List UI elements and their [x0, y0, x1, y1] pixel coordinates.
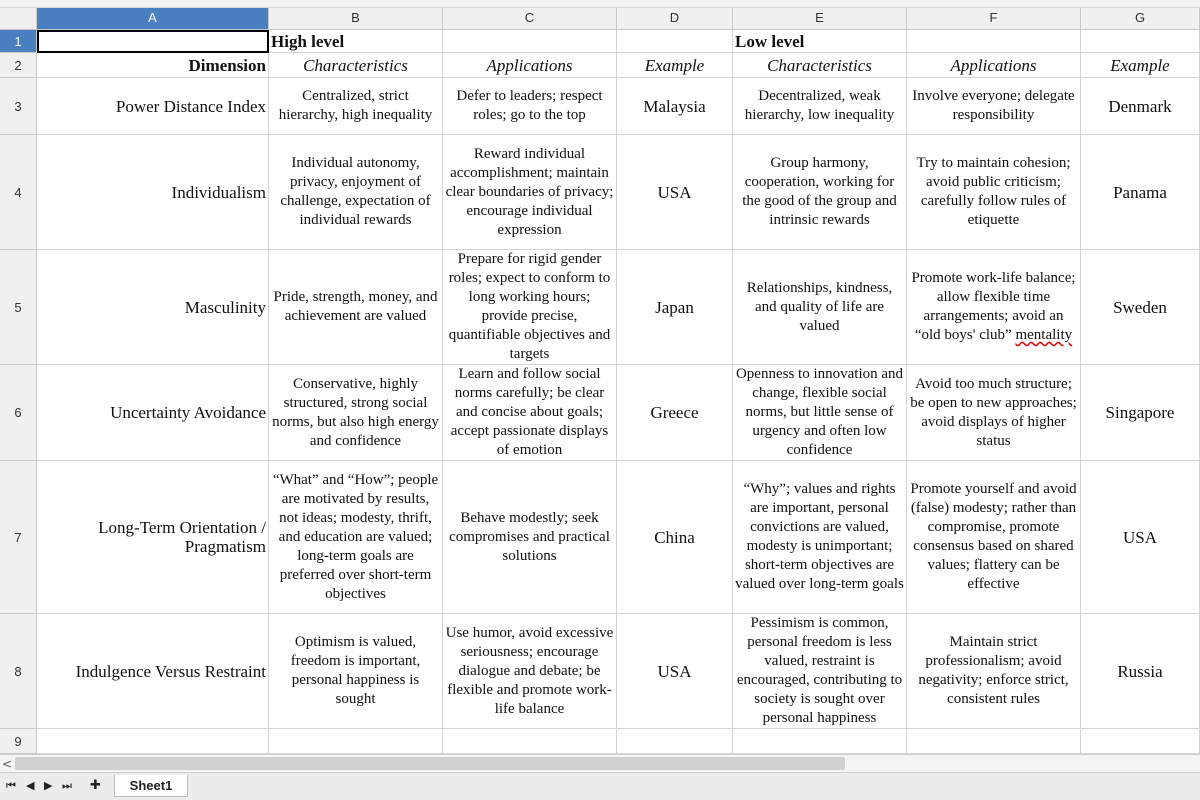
column-header-g[interactable]: G [1081, 8, 1200, 30]
cell-c8[interactable]: Use humor, avoid excessive seriousness; encourage dialogue and debate; be flexible and promote work-life balance [443, 614, 617, 729]
cell-d6[interactable]: Greece [617, 365, 733, 461]
cell-b1[interactable]: High level [269, 30, 443, 53]
sheet-tab-sheet1[interactable]: Sheet1 [114, 775, 188, 797]
cell-e6[interactable]: Openness to innovation and change, flexible social norms, but little sense of urgency and often low confidence [733, 365, 907, 461]
cell-b3[interactable]: Centralized, strict hierarchy, high inequality [269, 78, 443, 135]
row-header-8[interactable]: 8 [0, 614, 37, 729]
cell-b5[interactable]: Pride, strength, money, and achievement are valued [269, 250, 443, 365]
cell-b8[interactable]: Optimism is valued, freedom is important, personal happiness is sought [269, 614, 443, 729]
cell-b9[interactable] [269, 729, 443, 754]
cell-d7[interactable]: China [617, 461, 733, 614]
cell-a4[interactable]: Individualism [37, 135, 269, 250]
cell-d5[interactable]: Japan [617, 250, 733, 365]
cell-g9[interactable] [1081, 729, 1200, 754]
cell-e8[interactable]: Pessimism is common, personal freedom is less valued, restraint is encouraged, contributing to society is sought over personal happiness [733, 614, 907, 729]
cell-g1[interactable] [1081, 30, 1200, 53]
cell-a1[interactable] [37, 30, 269, 53]
cell-f4[interactable]: Try to maintain cohesion; avoid public criticism; carefully follow rules of etiquette [907, 135, 1081, 250]
cell-a9[interactable] [37, 729, 269, 754]
select-all-corner[interactable] [0, 8, 37, 30]
row-header-3[interactable]: 3 [0, 78, 37, 135]
column-header-c[interactable]: C [443, 8, 617, 30]
cell-c2[interactable]: Applications [443, 53, 617, 78]
cell-b7[interactable]: “What” and “How”; people are motivated by results, not ideas; modesty, thrift, and education are valued; long-term goals are preferred over short-term objectives [269, 461, 443, 614]
cell-c9[interactable] [443, 729, 617, 754]
cell-f2[interactable]: Applications [907, 53, 1081, 78]
horizontal-scrollbar[interactable] [0, 754, 1200, 772]
add-sheet-icon[interactable]: ✚ [90, 778, 101, 793]
cell-f5-main: Promote work-life balance; allow flexible time arrangements; avoid an “old boys' club” [911, 270, 1076, 343]
cell-c1[interactable] [443, 30, 617, 53]
row-header-2[interactable]: 2 [0, 53, 37, 78]
column-header-a[interactable]: A [37, 8, 269, 30]
cell-c5[interactable]: Prepare for rigid gender roles; expect to conform to long working hours; provide precise, quantifiable objectives and targets [443, 250, 617, 365]
cell-c3[interactable]: Defer to leaders; respect roles; go to the top [443, 78, 617, 135]
cell-b6[interactable]: Conservative, highly structured, strong social norms, but also high energy and confidence [269, 365, 443, 461]
cell-e1[interactable]: Low level [733, 30, 907, 53]
cell-d2[interactable]: Example [617, 53, 733, 78]
cell-g6[interactable]: Singapore [1081, 365, 1200, 461]
cell-a7[interactable]: Long-Term Orientation / Pragmatism [37, 461, 269, 614]
cell-c4[interactable]: Reward individual accomplishment; maintain clear boundaries of privacy; encourage individual expression [443, 135, 617, 250]
column-header-f[interactable]: F [907, 8, 1081, 30]
row-header-5[interactable]: 5 [0, 250, 37, 365]
column-header-d[interactable]: D [617, 8, 733, 30]
cell-d8[interactable]: USA [617, 614, 733, 729]
cell-f3[interactable]: Involve everyone; delegate responsibility [907, 78, 1081, 135]
cell-g8[interactable]: Russia [1081, 614, 1200, 729]
cell-d9[interactable] [617, 729, 733, 754]
cell-f5-text [909, 269, 1078, 345]
row-header-6[interactable]: 6 [0, 365, 37, 461]
cell-g4[interactable]: Panama [1081, 135, 1200, 250]
column-header-b[interactable]: B [269, 8, 443, 30]
sheet-tab-bar [0, 772, 1200, 800]
cell-g3[interactable]: Denmark [1081, 78, 1200, 135]
cell-d3[interactable]: Malaysia [617, 78, 733, 135]
cell-c7[interactable]: Behave modestly; seek compromises and practical solutions [443, 461, 617, 614]
spellcheck-word: mentality [1015, 327, 1073, 343]
row-header-7[interactable]: 7 [0, 461, 37, 614]
cell-c6[interactable]: Learn and follow social norms carefully; be clear and concise about goals; accept passionate displays of emotion [443, 365, 617, 461]
cell-f1[interactable] [907, 30, 1081, 53]
cell-g5[interactable]: Sweden [1081, 250, 1200, 365]
cell-f7[interactable]: Promote yourself and avoid (false) modesty; rather than compromise, promote consensus based on shared values; flattery can be effective [907, 461, 1081, 614]
cell-b4[interactable]: Individual autonomy, privacy, enjoyment of challenge, expectation of individual rewards [269, 135, 443, 250]
cell-f8[interactable]: Maintain strict professionalism; avoid negativity; enforce strict, consistent rules [907, 614, 1081, 729]
column-header-e[interactable]: E [733, 8, 907, 30]
cell-e5[interactable]: Relationships, kindness, and quality of life are valued [733, 250, 907, 365]
cell-e2[interactable]: Characteristics [733, 53, 907, 78]
prev-sheet-icon[interactable]: ◀ [26, 779, 35, 792]
spreadsheet-grid[interactable] [0, 8, 1200, 754]
cell-b2[interactable]: Characteristics [269, 53, 443, 78]
cell-a8[interactable]: Indulgence Versus Restraint [37, 614, 269, 729]
cell-g7[interactable]: USA [1081, 461, 1200, 614]
cell-a6[interactable]: Uncertainty Avoidance [37, 365, 269, 461]
row-header-9[interactable]: 9 [0, 729, 37, 754]
cell-e4[interactable]: Group harmony, cooperation, working for the good of the group and intrinsic rewards [733, 135, 907, 250]
cell-d4[interactable]: USA [617, 135, 733, 250]
scrollbar-thumb[interactable] [15, 757, 845, 770]
cell-a3[interactable]: Power Distance Index [37, 78, 269, 135]
next-sheet-icon[interactable]: ▶ [44, 779, 53, 792]
cell-e7[interactable]: “Why”; values and rights are important, personal convictions are valued, modesty is unimportant; short-term objectives are valued over long-term goals [733, 461, 907, 614]
first-sheet-icon[interactable]: ⏮ [6, 779, 16, 792]
cell-e9[interactable] [733, 729, 907, 754]
cell-e3[interactable]: Decentralized, weak hierarchy, low inequality [733, 78, 907, 135]
cell-a5[interactable]: Masculinity [37, 250, 269, 365]
scroll-left-icon[interactable]: < [2, 757, 13, 771]
cell-f5[interactable] [907, 250, 1081, 365]
row-header-4[interactable]: 4 [0, 135, 37, 250]
cell-f6[interactable]: Avoid too much structure; be open to new approaches; avoid displays of higher status [907, 365, 1081, 461]
toolbar-edge [0, 0, 1200, 8]
last-sheet-icon[interactable]: ⏭ [62, 779, 72, 792]
row-header-1[interactable]: 1 [0, 30, 37, 53]
cell-g2[interactable]: Example [1081, 53, 1200, 78]
cell-d1[interactable] [617, 30, 733, 53]
cell-f9[interactable] [907, 729, 1081, 754]
cell-a2[interactable]: Dimension [37, 53, 269, 78]
